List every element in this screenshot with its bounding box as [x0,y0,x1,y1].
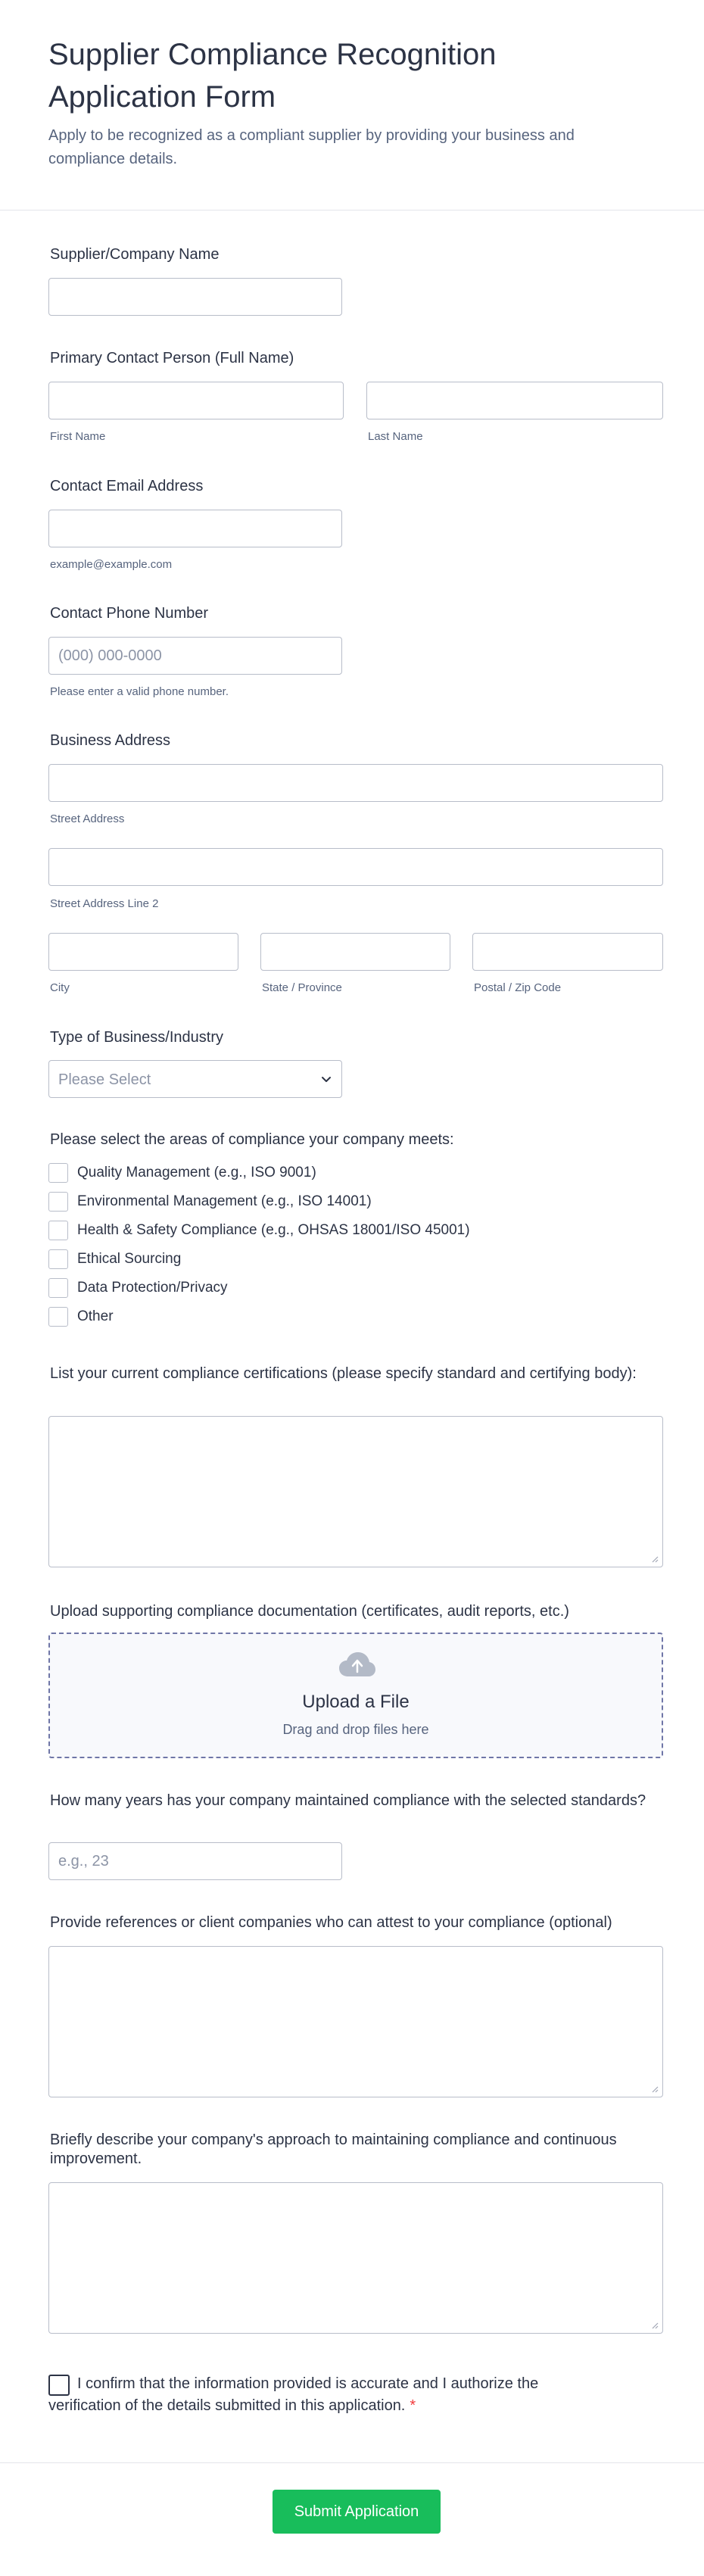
city-sublabel: City [50,981,70,994]
certifications-textarea[interactable] [48,1416,663,1567]
references-label: Provide references or client companies who can attest to your compliance (optional) [50,1914,612,1931]
checkbox[interactable] [48,1192,68,1212]
approach-label: Briefly describe your company's approach to maintaining compliance and continuous improvement. [50,2132,617,2167]
confirm-text: I confirm that the information provided is accurate and I authorize the verification of the details submitted in this application. [48,2375,539,2414]
upload-subtitle: Drag and drop files here [282,1722,429,1737]
compliance-option-label: Other [77,1308,114,1324]
checkbox[interactable] [48,1163,68,1183]
company-name-label: Supplier/Company Name [50,246,220,263]
years-label: How many years has your company maintained compliance with the selected standards? [50,1792,646,1809]
cloud-upload-icon [338,1649,377,1679]
compliance-option-label: Quality Management (e.g., ISO 9001) [77,1165,316,1180]
email-sublabel: example@example.com [50,558,173,571]
state-sublabel: State / Province [262,981,342,994]
last-name-sublabel: Last Name [368,430,423,443]
last-name-input[interactable] [366,382,663,419]
page-subtitle: Apply to be recognized as a compliant supplier by providing your business and compliance details. [48,127,575,167]
upload-label: Upload supporting compliance documentation (certificates, audit reports, etc.) [50,1603,569,1620]
state-input[interactable] [260,933,450,971]
page-title: Supplier Compliance Recognition Application Form [48,38,497,114]
business-type-select[interactable] [48,1060,342,1098]
street-address-input[interactable] [48,764,663,802]
resize-grip-icon[interactable] [649,1554,659,1563]
checkbox[interactable] [48,1307,68,1327]
required-mark: * [410,2397,416,2414]
first-name-input[interactable] [48,382,344,419]
email-input[interactable] [48,510,342,547]
checkbox[interactable] [48,1249,68,1269]
city-input[interactable] [48,933,238,971]
email-label: Contact Email Address [50,478,204,494]
resize-grip-icon[interactable] [649,2320,659,2329]
contact-person-label: Primary Contact Person (Full Name) [50,350,294,366]
form-header [0,0,704,211]
phone-input[interactable] [48,637,342,675]
company-name-input[interactable] [48,278,342,316]
confirm-label [48,2373,609,2417]
compliance-option-label: Ethical Sourcing [77,1251,182,1267]
zip-input[interactable] [472,933,663,971]
compliance-areas-label: Please select the areas of compliance your company meets: [50,1131,454,1148]
street-address-2-input[interactable] [48,848,663,886]
certifications-label: List your current compliance certifications (please specify standard and certifying body): [50,1365,637,1382]
first-name-sublabel: First Name [50,430,106,443]
references-textarea[interactable] [48,1946,663,2097]
submit-button[interactable]: Submit Application [273,2490,441,2534]
resize-grip-icon[interactable] [649,2084,659,2093]
phone-label: Contact Phone Number [50,605,209,622]
compliance-option-label: Data Protection/Privacy [77,1280,228,1296]
address-label: Business Address [50,732,170,749]
years-input[interactable] [48,1842,342,1880]
business-type-placeholder: Please Select [58,1071,151,1088]
upload-title: Upload a File [302,1692,410,1712]
checkbox[interactable] [48,1221,68,1240]
zip-sublabel: Postal / Zip Code [474,981,562,994]
compliance-option-label: Environmental Management (e.g., ISO 14001) [77,1193,372,1209]
form-footer [0,2462,704,2576]
approach-textarea[interactable] [48,2182,663,2334]
street-address-sublabel: Street Address [50,812,125,825]
compliance-option-label: Health & Safety Compliance (e.g., OHSAS 18001/ISO 45001) [77,1222,470,1238]
phone-sublabel: Please enter a valid phone number. [50,685,229,698]
street-address-2-sublabel: Street Address Line 2 [50,897,159,910]
file-upload-dropzone[interactable] [48,1633,663,1758]
chevron-down-icon [320,1073,332,1085]
checkbox[interactable] [48,1278,68,1298]
business-type-label: Type of Business/Industry [50,1029,224,1046]
